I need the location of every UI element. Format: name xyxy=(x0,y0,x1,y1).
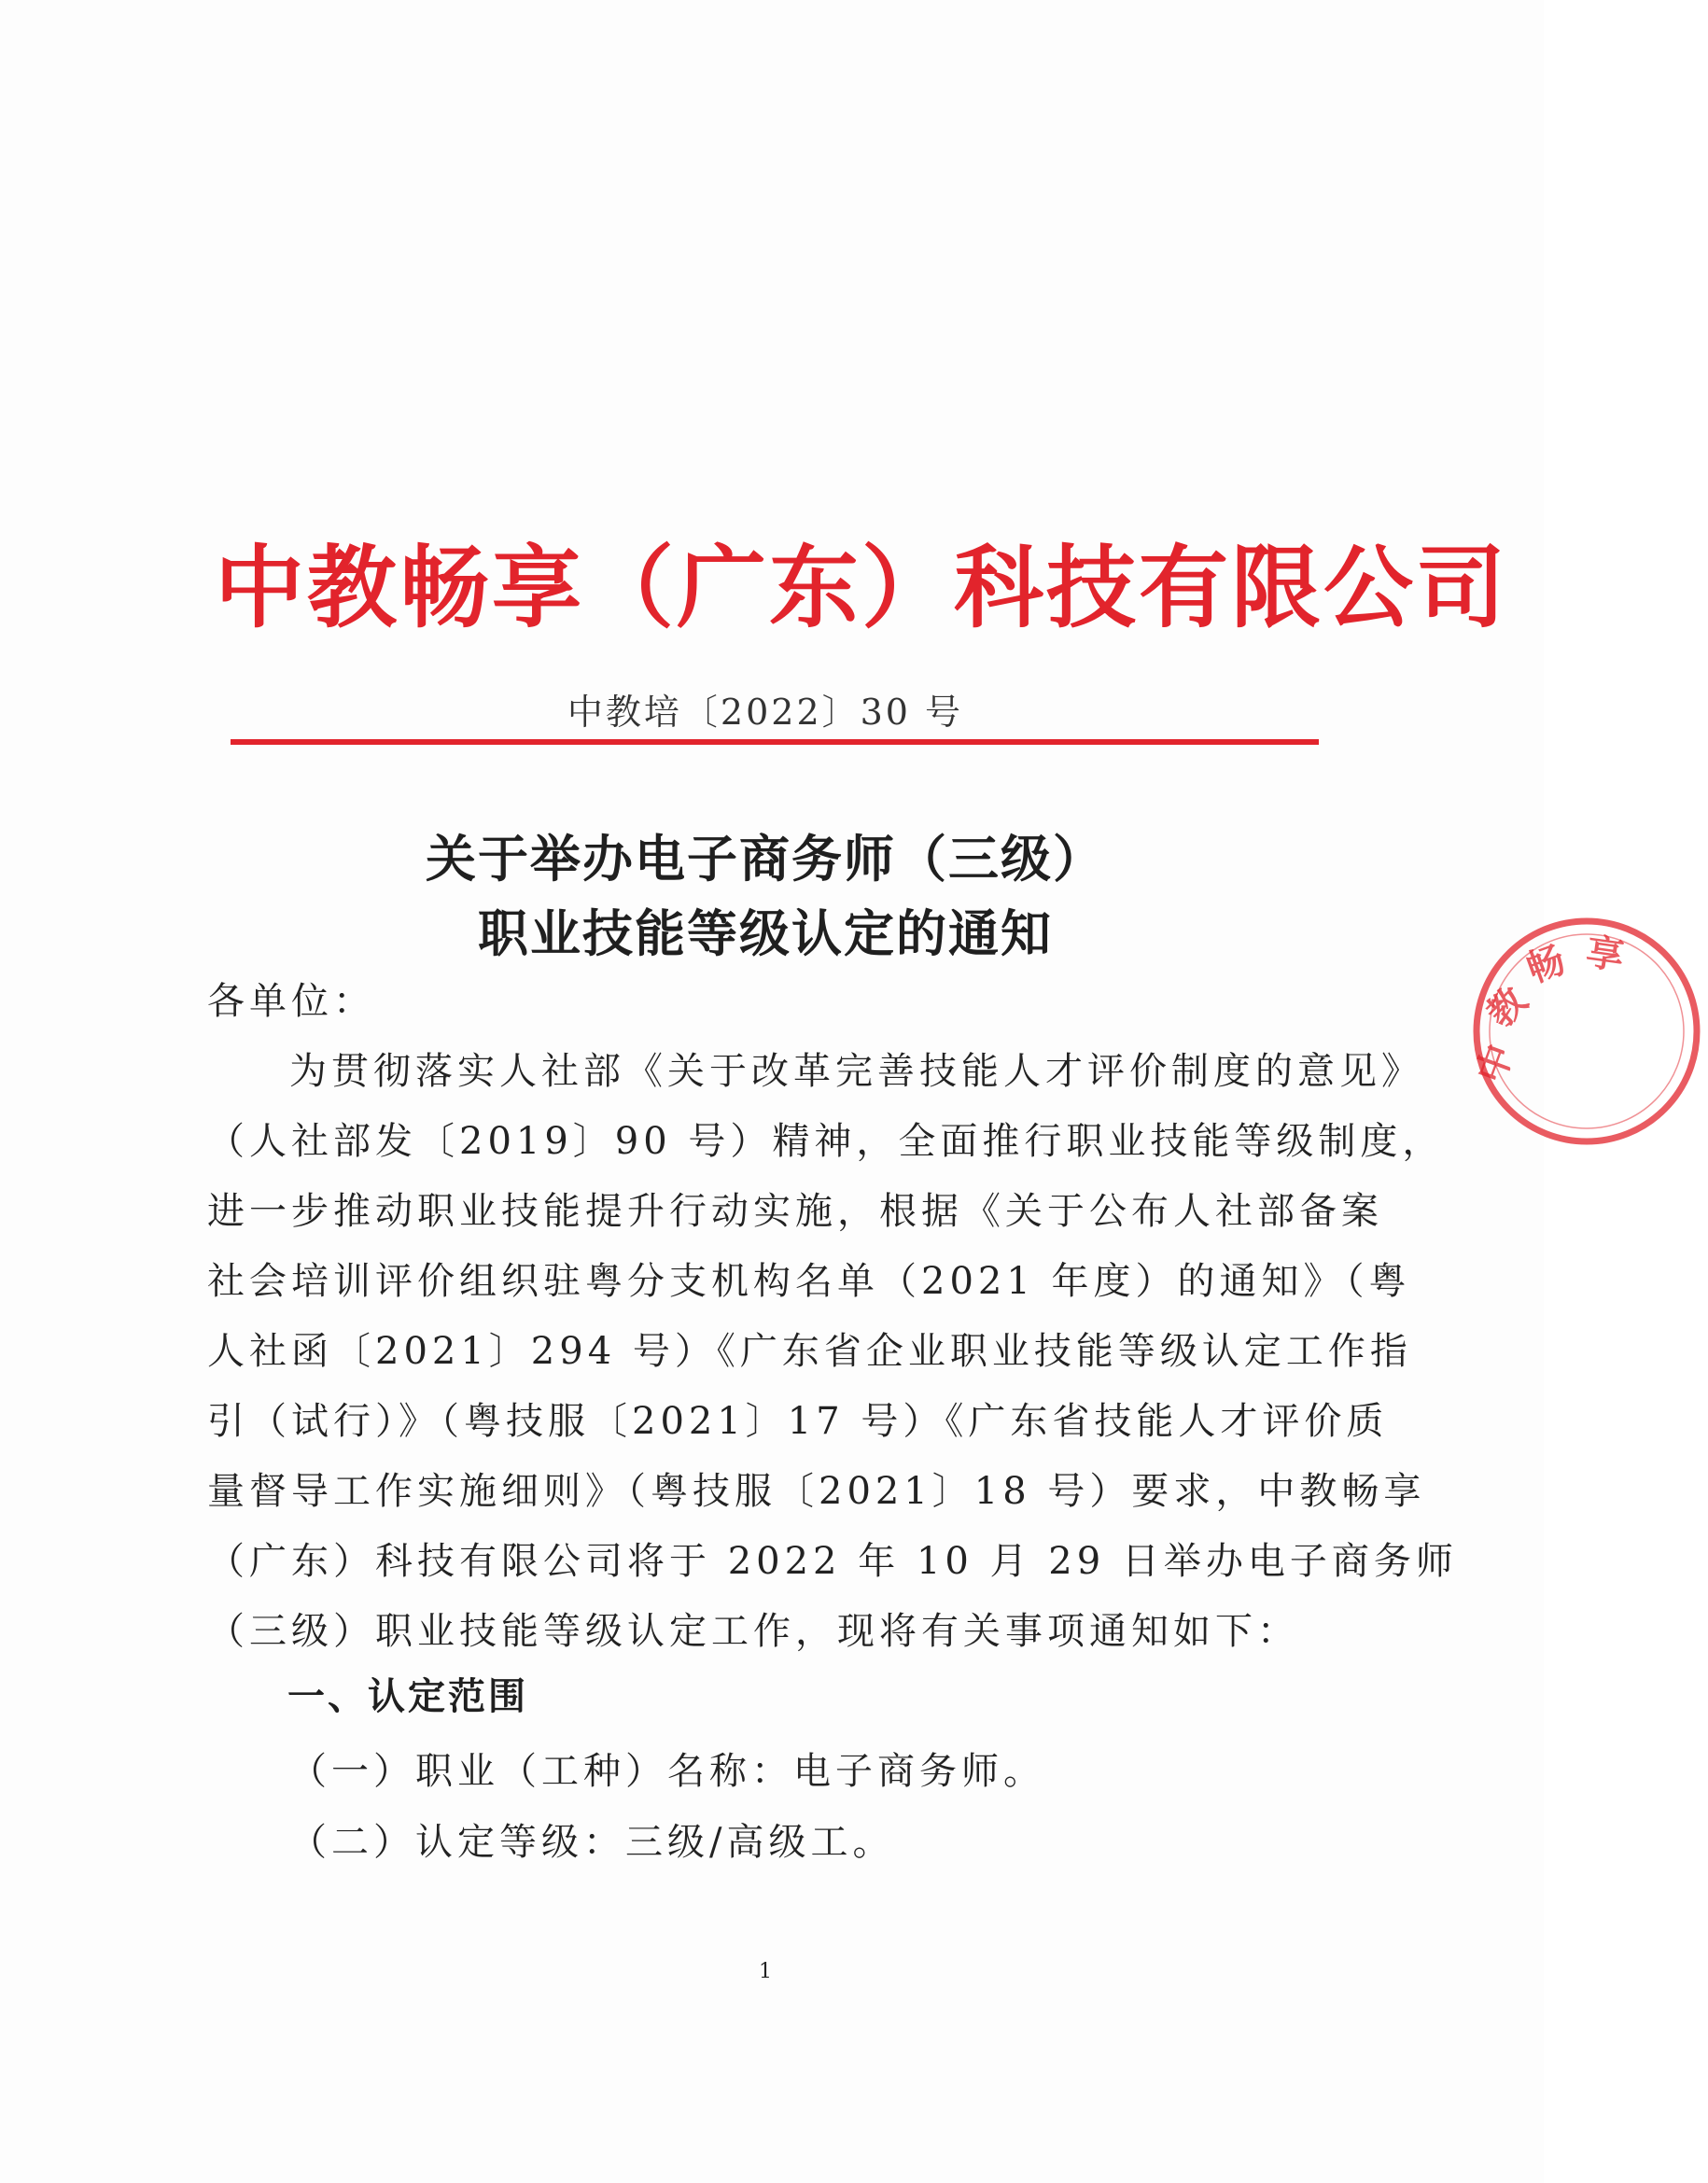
body-line: 量督导工作实施细则》（粤技服〔2021〕18 号）要求，中教畅享 xyxy=(207,1470,1426,1513)
page-number: 1 xyxy=(759,1960,772,1983)
document-number: 中教培〔2022〕30 号 xyxy=(567,692,964,733)
letterhead-red-divider xyxy=(231,739,1319,745)
body-paragraph xyxy=(207,1037,1458,1667)
body-line: 人社函〔2021〕294 号）《广东省企业职业技能等级认定工作指 xyxy=(207,1330,1412,1373)
section-item-occupation: （一）职业（工种）名称：电子商务师。 xyxy=(289,1750,1045,1793)
body-line: 为贯彻落实人社部《关于改革完善技能人才评价制度的意见》 xyxy=(289,1050,1423,1093)
notice-title-line-1: 关于举办电子商务师（三级） xyxy=(426,829,1105,889)
section-heading-scope: 一、认定范围 xyxy=(287,1675,528,1718)
svg-text:中: 中 xyxy=(1468,1038,1523,1089)
body-line: 进一步推动职业技能提升行动实施，根据《关于公布人社部备案 xyxy=(207,1190,1383,1233)
body-line: 引（试行）》（粤技服〔2021〕17 号）《广东省技能人才评价质 xyxy=(207,1400,1389,1443)
notice-title-line-2: 职业技能等级认定的通知 xyxy=(478,903,1053,963)
svg-text:教: 教 xyxy=(1477,978,1536,1037)
body-line: 社会培训评价组织驻粤分支机构名单（2021 年度）的通知》（粤 xyxy=(207,1260,1411,1303)
company-seal-stamp xyxy=(1465,910,1708,1153)
body-line: （人社部发〔2019〕90 号）精神，全面推行职业技能等级制度， xyxy=(207,1120,1445,1163)
letterhead-company-name: 中教畅享（广东）科技有限公司 xyxy=(215,535,1508,640)
svg-text:享: 享 xyxy=(1583,930,1627,979)
svg-text:畅: 畅 xyxy=(1520,937,1572,992)
salutation: 各单位： xyxy=(207,980,375,1023)
body-line: （广东）科技有限公司将于 2022 年 10 月 29 日举办电子商务师 xyxy=(207,1540,1458,1583)
section-item-level: （二）认定等级：三级/高级工。 xyxy=(289,1821,895,1864)
body-line: （三级）职业技能等级认定工作，现将有关事项通知如下： xyxy=(207,1610,1299,1653)
